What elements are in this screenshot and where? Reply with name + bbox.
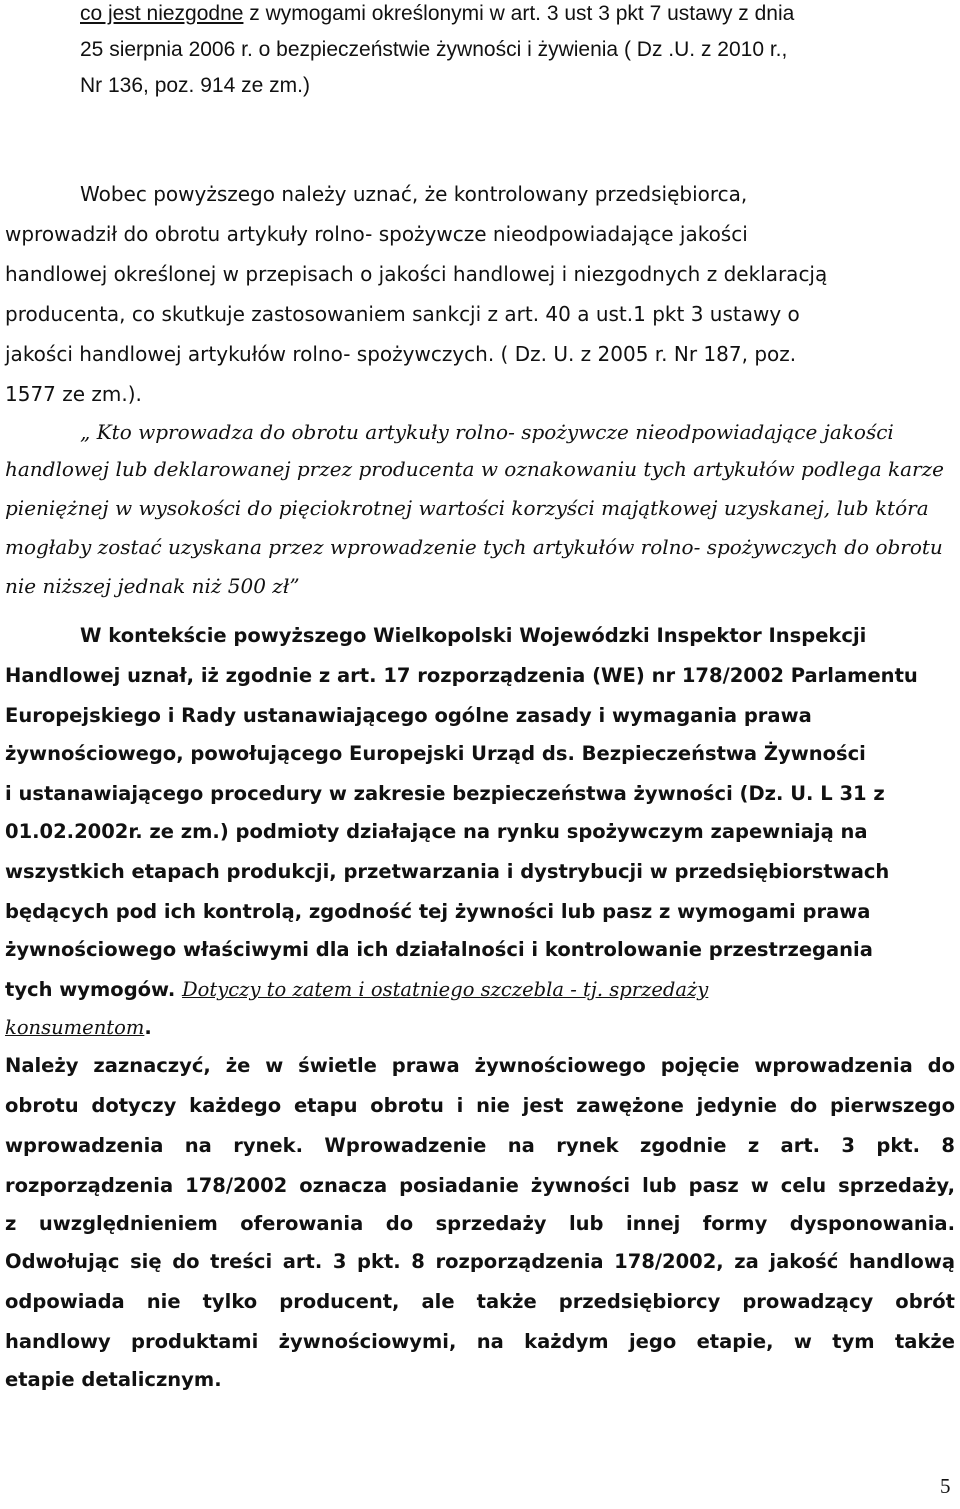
para3-line: odpowiada nie tylko producent, ale także przedsiębiorcy prowadzący obrót (5, 1290, 955, 1313)
para2-end-tail: . (144, 1016, 152, 1039)
para3-line: wprowadzenia na rynek. Wprowadzenie na rynek zgodnie z art. 3 pkt. 8 (5, 1134, 955, 1157)
para3-line: z uwzględnieniem oferowania do sprzedaży lub innej formy dysponowania. (5, 1212, 955, 1235)
page-number: 5 (940, 1474, 951, 1498)
para1-line: 1577 ze zm.). (5, 382, 142, 406)
para2-line: żywnościowego właściwymi dla ich działalności i kontrolowanie przestrzegania (5, 938, 873, 961)
para2-line-emphasis (5, 978, 708, 1001)
para2-line-emphasis-end (5, 1016, 152, 1039)
para2-line: Handlowej uznał, iż zgodnie z art. 17 rozporządzenia (WE) nr 178/2002 Parlamentu (5, 664, 918, 687)
para3-line: Należy zaznaczyć, że w świetle prawa żywnościowego pojęcie wprowadzenia do (5, 1054, 955, 1077)
para3-line-last: etapie detalicznym. (5, 1368, 222, 1391)
para3-line: obrotu dotyczy każdego etapu obrotu i nie jest zawężone jedynie do pierwszego (5, 1094, 955, 1117)
quote-line: mogłaby zostać uzyskana przez wprowadzenie tych artykułów rolno- spożywczych do obrotu (5, 535, 943, 559)
quote-line: handlowej lub deklarowanej przez producenta w oznakowaniu tych artykułów podlega karze (5, 457, 944, 481)
para2-line: żywnościowego, powołującego Europejski Urząd ds. Bezpieczeństwa Żywności (5, 742, 866, 765)
underlined-phrase: co jest niezgodne (80, 2, 244, 25)
para1-line: handlowej określonej w przepisach o jakości handlowej i niezgodnych z deklaracją (5, 262, 828, 286)
intro-line-1 (80, 2, 794, 26)
emphasis-phrase: Dotyczy to zatem i ostatniego szczebla - tj. sprzedaży (182, 978, 709, 1001)
para2-line: wszystkich etapach produkcji, przetwarzania i dystrybucji w przedsiębiorstwach (5, 860, 890, 883)
para1-line: producenta, co skutkuje zastosowaniem sankcji z art. 40 a ust.1 pkt 3 ustawy o (5, 302, 800, 326)
quote-line: nie niższej jednak niż 500 zł” (5, 574, 300, 598)
para2-line: będących pod ich kontrolą, zgodność tej żywności lub pasz z wymogami prawa (5, 900, 871, 923)
para2-end-lead: tych wymogów. (5, 978, 183, 1001)
para3-line: Odwołując się do treści art. 3 pkt. 8 rozporządzenia 178/2002, za jakość handlową (5, 1250, 955, 1273)
intro-line-1-text: z wymogami określonymi w art. 3 ust 3 pkt 7 ustawy z dnia (243, 2, 795, 25)
para1-line: jakości handlowej artykułów rolno- spożywczych. ( Dz. U. z 2005 r. Nr 187, poz. (5, 342, 797, 366)
para2-line: W kontekście powyższego Wielkopolski Wojewódzki Inspektor Inspekcji (80, 624, 867, 647)
para3-line: handlowy produktami żywnościowymi, na każdym jego etapie, w tym także (5, 1330, 955, 1353)
para1-line: wprowadził do obrotu artykuły rolno- spożywcze nieodpowiadające jakości (5, 222, 748, 246)
para2-line: Europejskiego i Rady ustanawiającego ogólne zasady i wymagania prawa (5, 704, 812, 727)
para3-line: rozporządzenia 178/2002 oznacza posiadanie żywności lub pasz w celu sprzedaży, (5, 1174, 955, 1197)
para2-line: 01.02.2002r. ze zm.) podmioty działające na rynku spożywczym zapewniają na (5, 820, 868, 843)
para2-line: i ustanawiającego procedury w zakresie bezpieczeństwa żywności (Dz. U. L 31 z (5, 782, 885, 805)
quote-line: „ Kto wprowadza do obrotu artykuły rolno- spożywcze nieodpowiadające jakości (80, 420, 894, 444)
quote-line: pieniężnej w wysokości do pięciokrotnej wartości korzyści majątkowej uzyskanej, lub która (5, 496, 929, 520)
intro-line-2: 25 sierpnia 2006 r. o bezpieczeństwie żywności i żywienia ( Dz .U. z 2010 r., (80, 38, 788, 61)
para1-line: Wobec powyższego należy uznać, że kontrolowany przedsiębiorca, (80, 182, 748, 206)
intro-line-3: Nr 136, poz. 914 ze zm.) (80, 74, 310, 97)
emphasis-phrase-end: konsumentom (5, 1016, 145, 1039)
